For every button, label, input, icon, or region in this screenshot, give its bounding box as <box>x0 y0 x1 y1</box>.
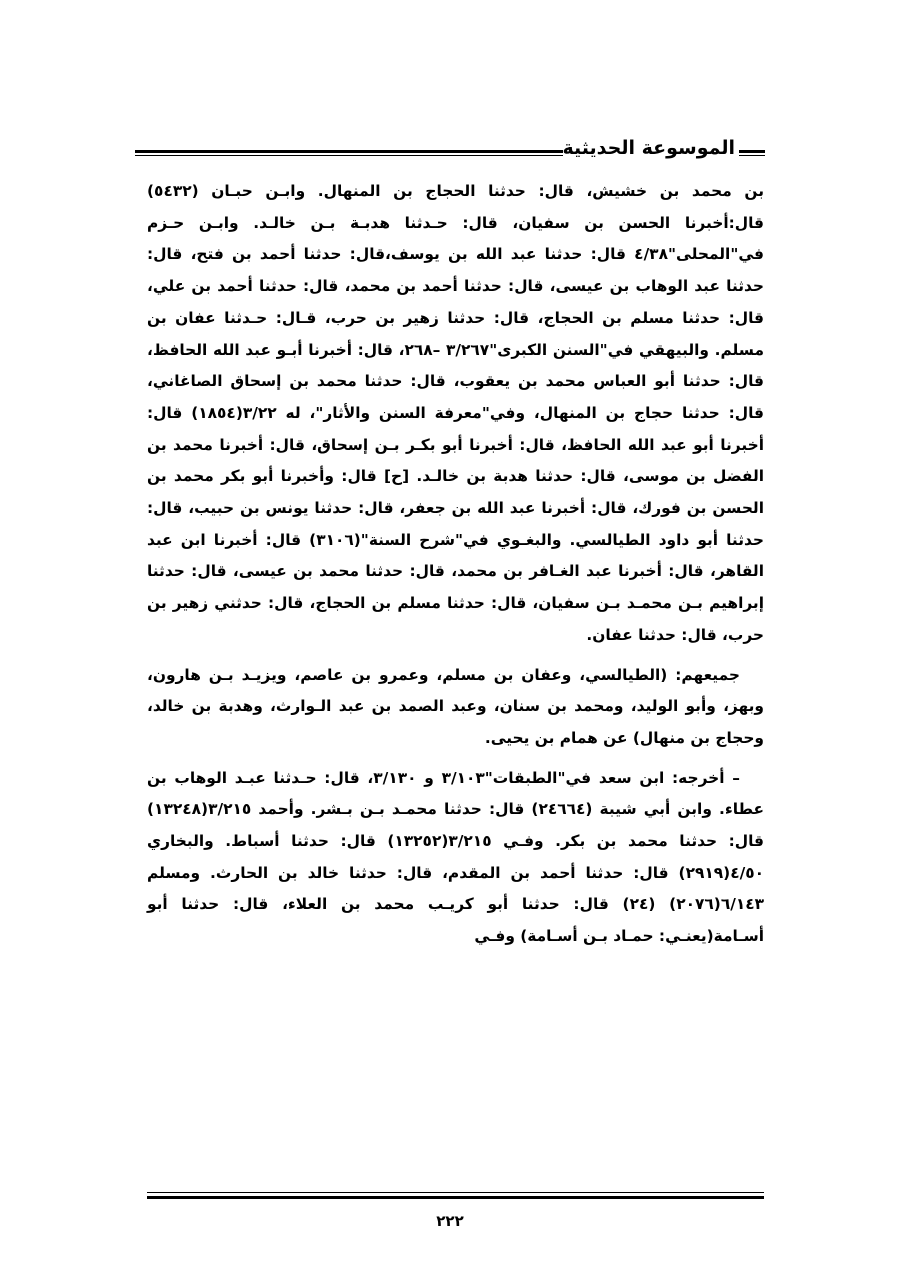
header-rule-left-thick <box>135 150 563 153</box>
footer-rule <box>147 1192 764 1202</box>
page-number: ٢٢٢ <box>436 1212 464 1230</box>
body-text <box>147 176 764 961</box>
page-header <box>135 128 765 168</box>
paragraph-3: – أخرجه: ابن سعد في"الطبقات"٣/١٠٣ و ٣/١٣٠، قال: حـدثنا عبـد الوهاب بن عطاء. وابن أبي شيبة (٢٤٦٦٤) قال: حدثنا محمـد بـن بـشر. وأحمد ٣/٢١٥(١٣٢٤٨) قال: حدثنا محمد بن بكر. وفـي ٣/٢١٥(١٣٢٥٢) قال: حدثنا أسباط. والبخاري ٤/٥٠(٢٩١٩) قال: حدثنا أحمد بن المقدم، قال: حدثنا خالد بن الحارث. ومسلم ٦/١٤٣(٢٠٧٦) (٢٤) قال: حدثنا أبو كريـب محمد بن العلاء، قال: حدثنا أبو أسـامة(يعنـي: حمـاد بـن أسـامة) وفـي <box>147 768 765 946</box>
header-rule-left-thin <box>135 155 563 156</box>
footer-rule-thin <box>147 1192 764 1193</box>
header-rule-right-thick <box>739 150 765 153</box>
header-rule-right-thin <box>739 155 765 156</box>
footer-rule-thick <box>147 1196 764 1199</box>
paragraph-1: بن محمد بن خشيش، قال: حدثنا الحجاج بن المنهال. وابـن حبـان (٥٤٣٢) قال:أخبرنا الحسن بن سفيان، قال: حـدثنا هدبـة بـن خالـد. وابـن حـزم في"المحلى"٤/٣٨ قال: حدثنا عبد الله بن يوسف،قال: حدثنا أحمد بن فتح، قال: حدثنا عبد الوهاب بن عيسى، قال: حدثنا أحمد بن محمد، قال: حدثنا أحمد بن علي، قال: حدثنا مسلم بن الحجاج، قال: حدثنا زهير بن حرب، قـال: حـدثنا عفان بن مسلم. والبيهقي في"السنن الكبرى"٣/٢٦٧ –٢٦٨، قال: أخبرنا أبـو عبد الله الحافظ، قال: حدثنا أبو العباس محمد بن يعقوب، قال: حدثنا محمد بن إسحاق الصاغاني، قال: حدثنا حجاج بن المنهال، وفي"معرفة السنن والأثار"، له ٣/٢٢(١٨٥٤) قال: أخبرنا أبو عبد الله الحافظ، قال: أخبرنا أبو بكـر بـن إسحاق، قال: أخبرنا محمد بن الفضل بن موسى، قال: حدثنا هدبة بن خالـد. [ح] قال: وأخبرنا أبو بكر محمد بن الحسن بن فورك، قال: أخبرنا عبد الله بن جعفر، قال: حدثنا يونس بن حبيب، قال: حدثنا أبو داود الطيالسي. والبغـوي في"شرح السنة"(٣١٠٦) قال: أخبرنا ابن عبد القاهر، قال: أخبرنا عبد الغـافر بن محمد، قال: حدثنا محمد بن عيسى، قال: حدثنا إبراهيم بـن محمـد بـن سفيان، قال: حدثنا مسلم بن الحجاج، قال: حدثني زهير بن حرب، قال: حدثنا عفان. <box>147 182 764 644</box>
running-title: الموسوعة الحديثية <box>562 137 735 159</box>
paragraph-2: جميعهم: (الطيالسي، وعفان بن مسلم، وعمرو بن عاصم، ويزيـد بـن هارون، وبهز، وأبو الوليد، ومحمد بن سنان، وعبد الصمد بن عبد الـوارث، وهدبة بن خالد، وحجاج بن منهال) عن همام بن يحيى. <box>147 665 764 747</box>
